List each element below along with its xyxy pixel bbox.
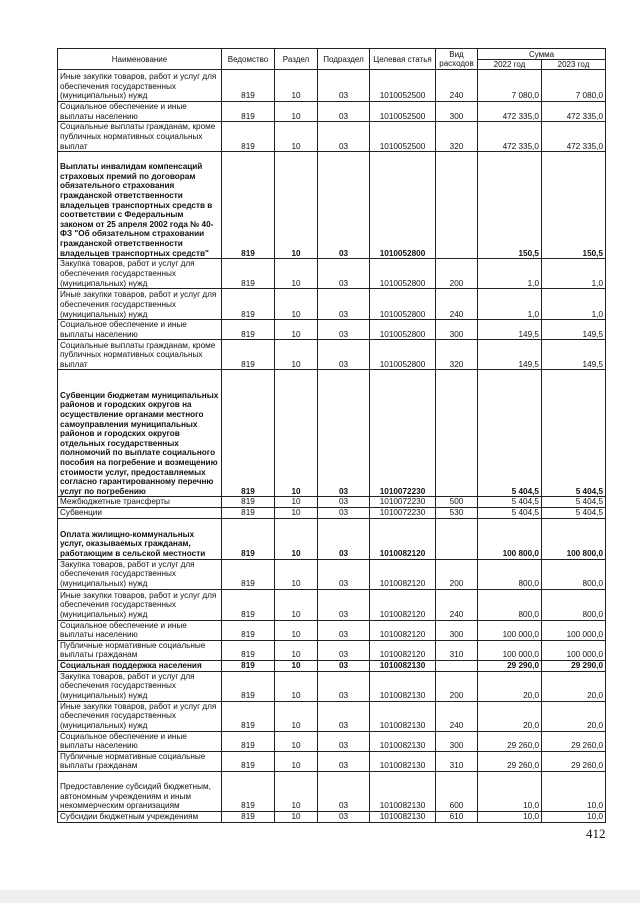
cell-ved: 819	[222, 340, 275, 370]
cell-cs: 1010082130	[370, 701, 436, 731]
cell-s22: 29 260,0	[478, 731, 542, 751]
cell-s22: 800,0	[478, 559, 542, 589]
cell-cs: 1010082130	[370, 811, 436, 822]
col-header-name: Наименование	[58, 49, 222, 70]
cell-cs: 1010052500	[370, 70, 436, 102]
cell-s23: 800,0	[542, 559, 606, 589]
table-row	[58, 102, 606, 122]
cell-ved: 819	[222, 671, 275, 701]
cell-name: Межбюджетные трансферты	[58, 497, 222, 508]
cell-raz: 10	[275, 370, 318, 497]
cell-pod: 03	[318, 660, 370, 671]
cell-pod: 03	[318, 507, 370, 518]
cell-s23: 10,0	[542, 771, 606, 811]
table-row	[58, 507, 606, 518]
cell-name: Закупка товаров, работ и услуг для обеспечения государственных (муниципальных) нужд	[58, 671, 222, 701]
cell-cs: 1010052800	[370, 152, 436, 259]
cell-cs: 1010082120	[370, 559, 436, 589]
cell-pod: 03	[318, 152, 370, 259]
cell-name: Социальное обеспечение и иные выплаты населению	[58, 102, 222, 122]
cell-cs: 1010082120	[370, 589, 436, 620]
cell-ved: 819	[222, 640, 275, 660]
cell-name: Социальное обеспечение и иные выплаты населению	[58, 731, 222, 751]
cell-s22: 149,5	[478, 340, 542, 370]
table-row	[58, 811, 606, 822]
cell-ved: 819	[222, 102, 275, 122]
cell-s22: 149,5	[478, 320, 542, 340]
cell-name: Социальные выплаты гражданам, кроме публичных нормативных социальных выплат	[58, 340, 222, 370]
table-row	[58, 771, 606, 811]
cell-pod: 03	[318, 122, 370, 152]
cell-s23: 149,5	[542, 320, 606, 340]
table-row	[58, 660, 606, 671]
cell-cs: 1010052500	[370, 122, 436, 152]
cell-ved: 819	[222, 701, 275, 731]
cell-raz: 10	[275, 507, 318, 518]
cell-ved: 819	[222, 152, 275, 259]
cell-vr	[436, 518, 478, 559]
cell-raz: 10	[275, 70, 318, 102]
cell-pod: 03	[318, 771, 370, 811]
cell-cs: 1010082120	[370, 518, 436, 559]
cell-pod: 03	[318, 70, 370, 102]
cell-vr: 240	[436, 589, 478, 620]
cell-name: Оплата жилищно-коммунальных услуг, оказываемых гражданам, работающим в сельской местности	[58, 518, 222, 559]
cell-ved: 819	[222, 559, 275, 589]
cell-name: Социальное обеспечение и иные выплаты населению	[58, 620, 222, 640]
cell-s22: 5 404,5	[478, 497, 542, 508]
cell-s22: 472 335,0	[478, 102, 542, 122]
cell-name: Социальная поддержка населения	[58, 660, 222, 671]
cell-pod: 03	[318, 620, 370, 640]
cell-s22: 5 404,5	[478, 370, 542, 497]
table-row	[58, 640, 606, 660]
cell-cs: 1010082130	[370, 771, 436, 811]
cell-s23: 100 000,0	[542, 620, 606, 640]
cell-pod: 03	[318, 640, 370, 660]
cell-cs: 1010082120	[370, 620, 436, 640]
cell-pod: 03	[318, 340, 370, 370]
cell-vr: 240	[436, 70, 478, 102]
cell-vr: 240	[436, 289, 478, 320]
cell-raz: 10	[275, 497, 318, 508]
cell-raz: 10	[275, 751, 318, 771]
cell-s23: 5 404,5	[542, 507, 606, 518]
table-row	[58, 589, 606, 620]
cell-s22: 100 000,0	[478, 640, 542, 660]
cell-raz: 10	[275, 671, 318, 701]
cell-vr: 310	[436, 640, 478, 660]
cell-s22: 20,0	[478, 671, 542, 701]
cell-vr: 500	[436, 497, 478, 508]
cell-name: Публичные нормативные социальные выплаты гражданам	[58, 640, 222, 660]
cell-name: Публичные нормативные социальные выплаты гражданам	[58, 751, 222, 771]
cell-raz: 10	[275, 660, 318, 671]
cell-ved: 819	[222, 122, 275, 152]
cell-name: Социальные выплаты гражданам, кроме публичных нормативных социальных выплат	[58, 122, 222, 152]
cell-pod: 03	[318, 289, 370, 320]
cell-vr	[436, 370, 478, 497]
cell-name: Выплаты инвалидам компенсаций страховых премий по договорам обязательного страхования гражданской ответственности владельцев транспортных средств в соответствии с Федеральным законом от 25 апреля 2002 года № 40-ФЗ "Об обязательном страховании гражданской ответственности владельцев транспортных средств"	[58, 152, 222, 259]
cell-ved: 819	[222, 507, 275, 518]
cell-name: Закупка товаров, работ и услуг для обеспечения государственных (муниципальных) нужд	[58, 259, 222, 289]
cell-vr: 610	[436, 811, 478, 822]
cell-name: Иные закупки товаров, работ и услуг для обеспечения государственных (муниципальных) нужд	[58, 70, 222, 102]
cell-vr: 300	[436, 102, 478, 122]
cell-name: Субсидии бюджетным учреждениям	[58, 811, 222, 822]
cell-name: Предоставление субсидий бюджетным, автономным учреждениям и иным некоммерческим организациям	[58, 771, 222, 811]
cell-s22: 1,0	[478, 259, 542, 289]
cell-ved: 819	[222, 589, 275, 620]
cell-raz: 10	[275, 340, 318, 370]
cell-s22: 10,0	[478, 811, 542, 822]
table-row	[58, 152, 606, 259]
cell-s22: 150,5	[478, 152, 542, 259]
cell-s22: 20,0	[478, 701, 542, 731]
cell-raz: 10	[275, 259, 318, 289]
cell-s22: 472 335,0	[478, 122, 542, 152]
cell-ved: 819	[222, 497, 275, 508]
cell-ved: 819	[222, 320, 275, 340]
cell-s23: 29 260,0	[542, 731, 606, 751]
cell-s23: 5 404,5	[542, 370, 606, 497]
table-row	[58, 731, 606, 751]
cell-pod: 03	[318, 259, 370, 289]
table-row	[58, 70, 606, 102]
cell-s22: 29 260,0	[478, 751, 542, 771]
table-header	[58, 49, 606, 70]
cell-pod: 03	[318, 102, 370, 122]
cell-raz: 10	[275, 518, 318, 559]
col-header-2023: 2023 год	[542, 60, 606, 70]
cell-raz: 10	[275, 559, 318, 589]
col-header-vedomstvo: Ведомство	[222, 49, 275, 70]
cell-name: Закупка товаров, работ и услуг для обеспечения государственных (муниципальных) нужд	[58, 559, 222, 589]
cell-cs: 1010072230	[370, 507, 436, 518]
cell-cs: 1010082120	[370, 640, 436, 660]
cell-cs: 1010082130	[370, 751, 436, 771]
cell-raz: 10	[275, 701, 318, 731]
cell-ved: 819	[222, 751, 275, 771]
cell-vr	[436, 152, 478, 259]
table-row	[58, 259, 606, 289]
cell-ved: 819	[222, 731, 275, 751]
cell-vr: 530	[436, 507, 478, 518]
cell-s23: 20,0	[542, 701, 606, 731]
cell-ved: 819	[222, 259, 275, 289]
cell-vr: 200	[436, 671, 478, 701]
cell-s23: 20,0	[542, 671, 606, 701]
cell-raz: 10	[275, 731, 318, 751]
cell-s23: 150,5	[542, 152, 606, 259]
cell-pod: 03	[318, 518, 370, 559]
cell-cs: 1010052800	[370, 340, 436, 370]
cell-pod: 03	[318, 559, 370, 589]
budget-table	[57, 48, 606, 823]
cell-raz: 10	[275, 771, 318, 811]
cell-s23: 100 000,0	[542, 640, 606, 660]
cell-name: Иные закупки товаров, работ и услуг для обеспечения государственных (муниципальных) нужд	[58, 701, 222, 731]
cell-s23: 149,5	[542, 340, 606, 370]
col-header-razdel: Раздел	[275, 49, 318, 70]
cell-pod: 03	[318, 751, 370, 771]
cell-cs: 1010052800	[370, 259, 436, 289]
cell-s22: 100 000,0	[478, 620, 542, 640]
cell-s22: 29 290,0	[478, 660, 542, 671]
table-row	[58, 370, 606, 497]
cell-name: Иные закупки товаров, работ и услуг для обеспечения государственных (муниципальных) нужд	[58, 289, 222, 320]
cell-pod: 03	[318, 811, 370, 822]
table-row	[58, 320, 606, 340]
cell-s22: 1,0	[478, 289, 542, 320]
cell-ved: 819	[222, 620, 275, 640]
col-header-target: Целевая статья	[370, 49, 436, 70]
cell-vr: 200	[436, 559, 478, 589]
cell-s23: 10,0	[542, 811, 606, 822]
cell-s22: 800,0	[478, 589, 542, 620]
cell-ved: 819	[222, 518, 275, 559]
cell-raz: 10	[275, 152, 318, 259]
cell-s22: 10,0	[478, 771, 542, 811]
cell-ved: 819	[222, 811, 275, 822]
cell-cs: 1010052800	[370, 289, 436, 320]
table-row	[58, 518, 606, 559]
cell-name: Социальное обеспечение и иные выплаты населению	[58, 320, 222, 340]
cell-s23: 29 260,0	[542, 751, 606, 771]
table-row	[58, 122, 606, 152]
cell-s22: 7 080,0	[478, 70, 542, 102]
cell-cs: 1010082130	[370, 731, 436, 751]
cell-vr: 300	[436, 620, 478, 640]
scan-footer-bar	[0, 890, 640, 903]
cell-cs: 1010072230	[370, 370, 436, 497]
table-row	[58, 559, 606, 589]
cell-ved: 819	[222, 370, 275, 497]
cell-cs: 1010072230	[370, 497, 436, 508]
cell-s23: 472 335,0	[542, 102, 606, 122]
col-header-podrazdel: Подраздел	[318, 49, 370, 70]
cell-s23: 7 080,0	[542, 70, 606, 102]
table-row	[58, 751, 606, 771]
col-header-summa: Сумма	[478, 49, 606, 60]
cell-pod: 03	[318, 731, 370, 751]
cell-raz: 10	[275, 320, 318, 340]
cell-raz: 10	[275, 589, 318, 620]
cell-s23: 100 800,0	[542, 518, 606, 559]
cell-raz: 10	[275, 122, 318, 152]
cell-cs: 1010082130	[370, 660, 436, 671]
cell-vr	[436, 660, 478, 671]
cell-vr: 310	[436, 751, 478, 771]
cell-s23: 5 404,5	[542, 497, 606, 508]
cell-pod: 03	[318, 671, 370, 701]
cell-name: Иные закупки товаров, работ и услуг для обеспечения государственных (муниципальных) нужд	[58, 589, 222, 620]
cell-vr: 320	[436, 340, 478, 370]
cell-ved: 819	[222, 289, 275, 320]
col-header-vid: Вид расходов	[436, 49, 478, 70]
cell-raz: 10	[275, 811, 318, 822]
cell-pod: 03	[318, 370, 370, 497]
table-row	[58, 289, 606, 320]
cell-s23: 29 290,0	[542, 660, 606, 671]
cell-ved: 819	[222, 771, 275, 811]
cell-s22: 5 404,5	[478, 507, 542, 518]
table-row	[58, 497, 606, 508]
cell-vr: 320	[436, 122, 478, 152]
cell-raz: 10	[275, 620, 318, 640]
cell-ved: 819	[222, 660, 275, 671]
cell-pod: 03	[318, 497, 370, 508]
cell-s23: 800,0	[542, 589, 606, 620]
cell-s22: 100 800,0	[478, 518, 542, 559]
col-header-2022: 2022 год	[478, 60, 542, 70]
table-row	[58, 340, 606, 370]
cell-vr: 300	[436, 731, 478, 751]
table-row	[58, 620, 606, 640]
cell-name: Субвенции бюджетам муниципальных районов и городских округов на осуществление органами местного самоуправления муниципальных районов и городских округов отдельных государственных полномочий по выплате социального пособия на погребение и возмещению стоимости услуг, предоставляемых согласно гарантированному перечню услуг по погребению	[58, 370, 222, 497]
cell-cs: 1010052500	[370, 102, 436, 122]
cell-s23: 1,0	[542, 289, 606, 320]
cell-vr: 300	[436, 320, 478, 340]
table-row	[58, 671, 606, 701]
cell-vr: 200	[436, 259, 478, 289]
cell-ved: 819	[222, 70, 275, 102]
cell-pod: 03	[318, 320, 370, 340]
budget-table-sheet	[57, 48, 605, 823]
table-row	[58, 701, 606, 731]
cell-cs: 1010082130	[370, 671, 436, 701]
page-number: 412	[586, 826, 606, 841]
cell-s23: 472 335,0	[542, 122, 606, 152]
cell-cs: 1010052800	[370, 320, 436, 340]
cell-vr: 240	[436, 701, 478, 731]
cell-name: Субвенции	[58, 507, 222, 518]
cell-raz: 10	[275, 640, 318, 660]
cell-pod: 03	[318, 701, 370, 731]
cell-raz: 10	[275, 289, 318, 320]
cell-raz: 10	[275, 102, 318, 122]
cell-vr: 600	[436, 771, 478, 811]
table-body	[58, 70, 606, 823]
cell-s23: 1,0	[542, 259, 606, 289]
cell-pod: 03	[318, 589, 370, 620]
